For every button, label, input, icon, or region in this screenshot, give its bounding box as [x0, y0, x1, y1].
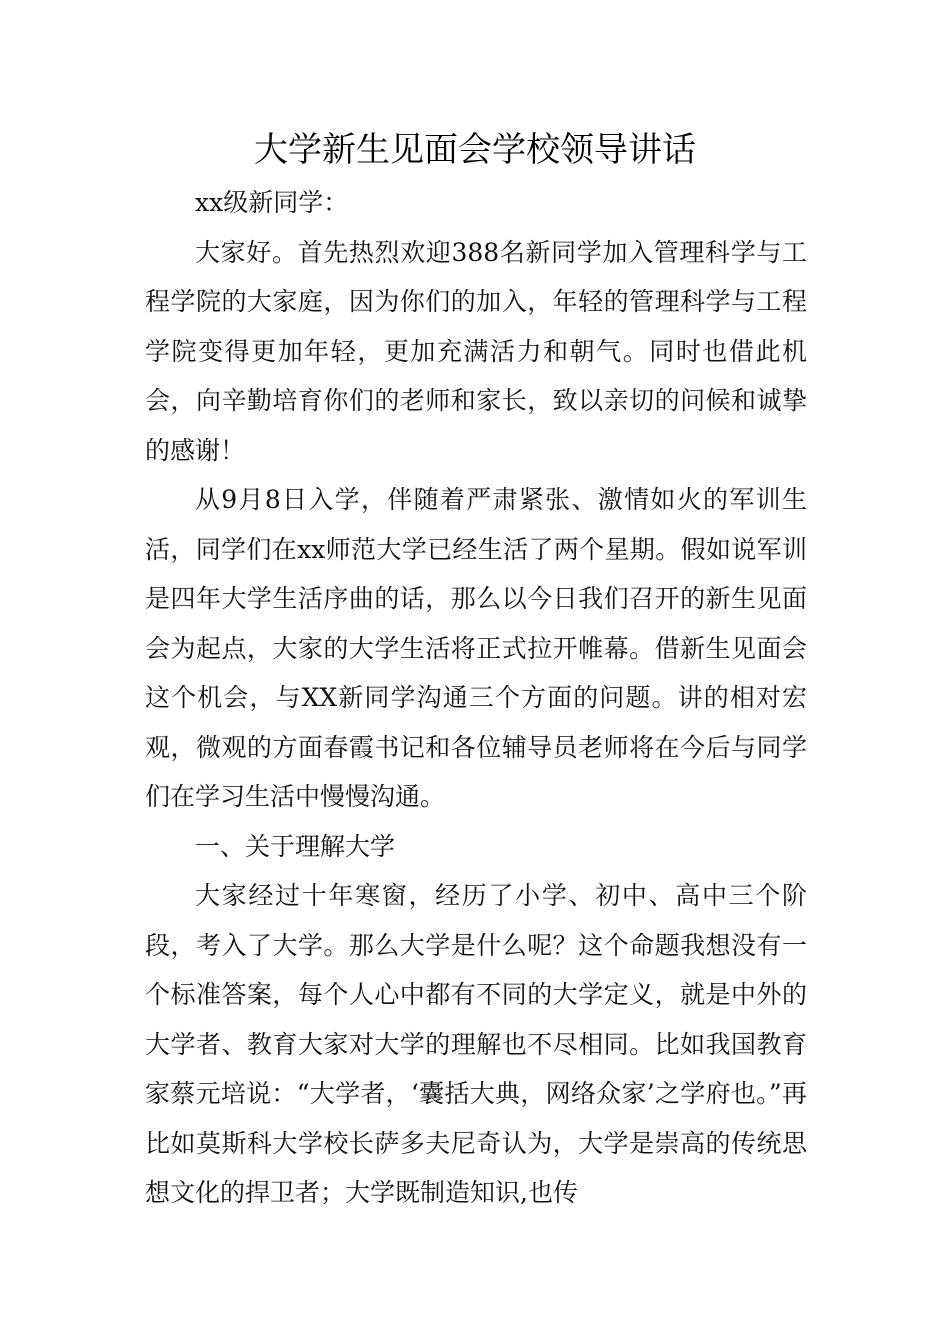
salutation-paragraph: xx级新同学： [195, 188, 349, 217]
university-definition-paragraph: 大家经过十年寒窗，经历了小学、初中、高中三个阶段，考入了大学。那么大学是什么呢？这个命题我想没有一个标准答案，每个人心中都有不同的大学定义，就是中外的大学者、教育大家对大学的理解也不尽相同。比如我国教育家蔡元培说：“大学者，‘囊括大典，网络众家’之学府也。”再比如莫斯科大学校长萨多夫尼奇认为，大学是崇高的传统思想文化的捍卫者；大学既制造知识,也传 [145, 881, 807, 1207]
document-title: 大学新生见面会学校领导讲话 [254, 130, 696, 170]
document-body [145, 178, 807, 1218]
military-training-paragraph: 从9月8日入学，伴随着严肃紧张、激情如火的军训生活，同学们在xx师范大学已经生活了两个星期。假如说军训是四年大学生活序曲的话，那么以今日我们召开的新生见面会为起点，大家的大学生活将正式拉开帷幕。借新生见面会这个机会，与XX新同学沟通三个方面的问题。讲的相对宏观，微观的方面春霞书记和各位辅导员老师将在今后与同学们在学习生活中慢慢沟通。 [145, 485, 807, 811]
welcome-paragraph: 大家好。首先热烈欢迎388名新同学加入管理科学与工程学院的大家庭，因为你们的加入，年轻的管理科学与工程学院变得更加年轻，更加充满活力和朝气。同时也借此机会，向辛勤培育你们的老师和家长，致以亲切的问候和诚挚的感谢！ [145, 237, 807, 465]
section-heading-understanding-university: 一、关于理解大学 [195, 831, 396, 861]
